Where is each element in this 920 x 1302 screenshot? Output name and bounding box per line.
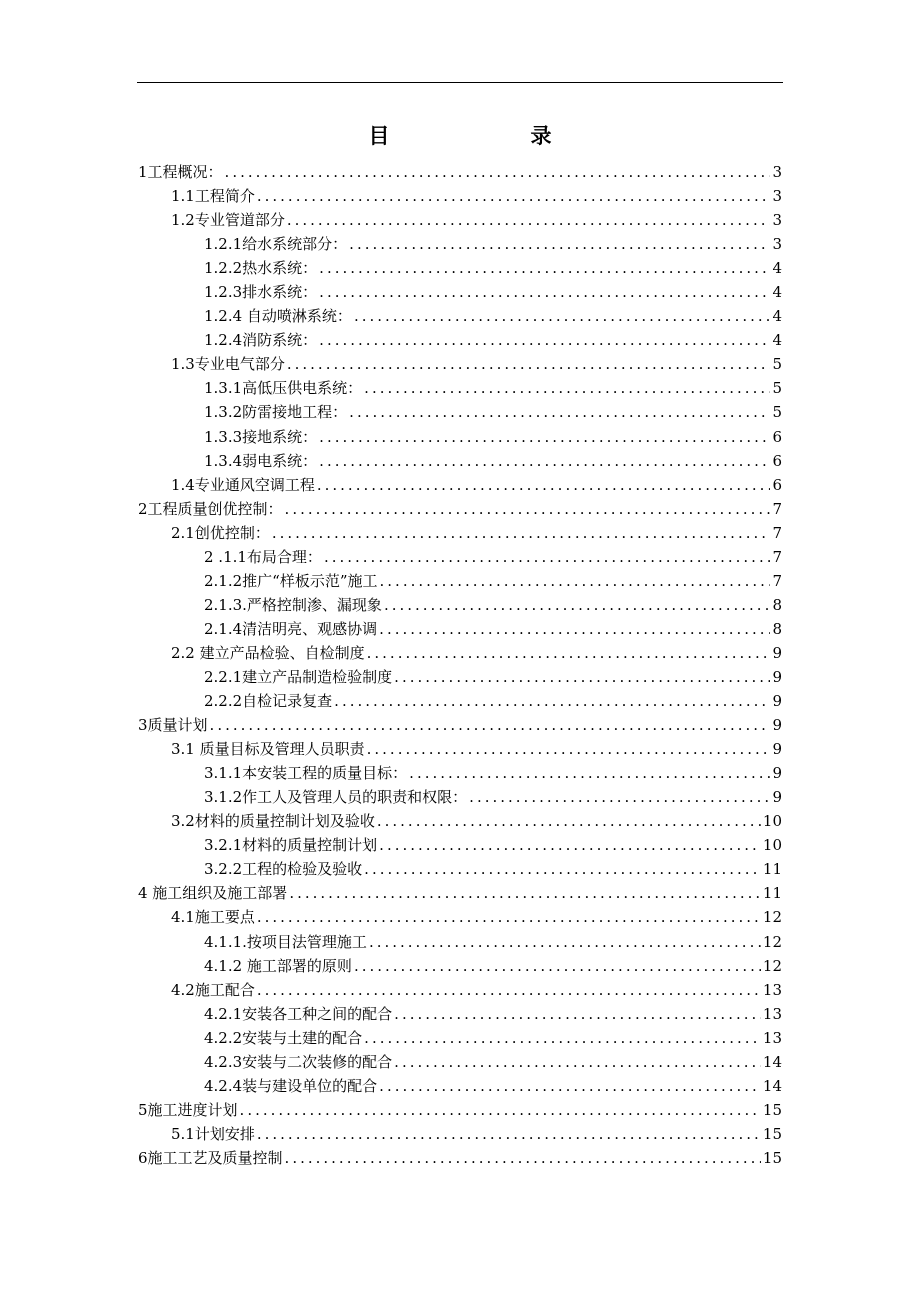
toc-entry-label: 3.1.1本安装工程的质量目标： — [204, 764, 408, 783]
toc-entry-page: 11 — [762, 884, 782, 903]
toc-entry[interactable] — [138, 1146, 782, 1170]
toc-dot-leader — [285, 1146, 761, 1170]
toc-entry-page: 13 — [762, 1004, 782, 1023]
toc-entry-page: 4 — [772, 307, 782, 326]
toc-dot-leader — [317, 473, 771, 497]
toc-dot-leader — [394, 1002, 761, 1026]
toc-entry-page: 9 — [772, 764, 782, 783]
toc-entry-label: 2工程质量创优控制： — [138, 499, 283, 518]
toc-entry-label: 4.2.4装与建设单位的配合 — [204, 1076, 378, 1095]
toc-entry-label: 1.2.4消防系统： — [204, 331, 318, 350]
toc-entry-page: 4 — [772, 331, 782, 350]
toc-entry-label: 4.1.1.按项目法管理施工 — [204, 932, 367, 951]
toc-entry[interactable] — [138, 881, 782, 905]
toc-entry-page: 5 — [772, 379, 782, 398]
toc-entry[interactable] — [138, 545, 782, 569]
toc-dot-leader — [319, 449, 770, 473]
toc-entry-page: 6 — [772, 475, 782, 494]
toc-entry-label: 4.2.1安装各工种之间的配合 — [204, 1004, 393, 1023]
toc-entry-page: 7 — [772, 523, 782, 542]
toc-dot-leader — [364, 857, 761, 881]
toc-dot-leader — [364, 1026, 761, 1050]
toc-dot-leader — [377, 809, 761, 833]
toc-entry[interactable] — [138, 1122, 782, 1146]
toc-dot-leader — [384, 593, 771, 617]
toc-entry-label: 1.2.2热水系统： — [204, 259, 318, 278]
toc-dot-leader — [469, 785, 770, 809]
toc-entry[interactable] — [138, 328, 782, 352]
toc-entry-page: 11 — [762, 860, 782, 879]
toc-dot-leader — [287, 352, 771, 376]
toc-dot-leader — [394, 665, 770, 689]
toc-entry[interactable] — [138, 905, 782, 929]
toc-dot-leader — [289, 881, 761, 905]
toc-entry-page: 12 — [762, 932, 782, 951]
toc-dot-leader — [287, 208, 771, 232]
toc-entry-page: 12 — [762, 908, 782, 927]
toc-entry-page: 14 — [762, 1076, 782, 1095]
toc-entry-page: 7 — [772, 499, 782, 518]
toc-dot-leader — [210, 713, 771, 737]
toc-entry-page: 9 — [772, 667, 782, 686]
toc-dot-leader — [257, 1122, 761, 1146]
toc-entry[interactable] — [138, 569, 782, 593]
toc-entry-label: 1.3.2防雷接地工程： — [204, 403, 348, 422]
toc-dot-leader — [379, 617, 770, 641]
toc-dot-leader — [324, 545, 771, 569]
toc-entry-label: 1.2专业管道部分 — [171, 211, 285, 230]
toc-entry-label: 2.2.1建立产品制造检验制度 — [204, 667, 393, 686]
toc-entry[interactable] — [138, 521, 782, 545]
toc-title: 目 录 — [368, 124, 612, 148]
toc-entry-page: 3 — [772, 187, 782, 206]
toc-entry-page: 15 — [762, 1148, 782, 1167]
toc-dot-leader — [225, 160, 771, 184]
toc-entry-label: 1.2.1给水系统部分： — [204, 235, 348, 254]
toc-entry[interactable] — [138, 497, 782, 521]
toc-entry-page: 9 — [772, 740, 782, 759]
toc-entry-label: 1.3.3接地系统： — [204, 427, 318, 446]
toc-entry-label: 2.2.2自检记录复查 — [204, 692, 333, 711]
toc-entry-page: 9 — [772, 692, 782, 711]
toc-entry-page: 9 — [772, 643, 782, 662]
toc-entry-label: 3.2材料的质量控制计划及验收 — [171, 812, 375, 831]
toc-dot-leader — [285, 497, 771, 521]
toc-entry-page: 8 — [772, 619, 782, 638]
toc-dot-leader — [369, 930, 761, 954]
toc-entry[interactable] — [138, 256, 782, 280]
toc-entry-label: 4.1.2 施工部署的原则 — [204, 956, 352, 975]
toc-entry-label: 3.1 质量目标及管理人员职责 — [171, 740, 365, 759]
toc-dot-leader — [319, 256, 770, 280]
toc-dot-leader — [409, 761, 770, 785]
toc-dot-leader — [354, 954, 761, 978]
toc-entry-page: 5 — [772, 355, 782, 374]
toc-entry[interactable] — [138, 160, 782, 184]
toc-entry-page: 6 — [772, 451, 782, 470]
toc-entry-label: 1工程概况： — [138, 163, 223, 181]
toc-entry-label: 2.1.2推广“样板示范”施工 — [204, 571, 378, 590]
toc-entry[interactable] — [138, 473, 782, 497]
toc-entry-page: 7 — [772, 547, 782, 566]
toc-entry-label: 1.3.1高低压供电系统： — [204, 379, 363, 398]
toc-entry[interactable] — [138, 593, 782, 617]
toc-entry-page: 13 — [762, 980, 782, 999]
toc-entry-label: 5.1计划安排 — [171, 1124, 255, 1143]
toc-entry-page: 3 — [772, 235, 782, 254]
toc-entry-page: 9 — [772, 788, 782, 807]
toc-entry[interactable] — [138, 930, 782, 954]
toc-entry[interactable] — [138, 954, 782, 978]
toc-entry-page: 3 — [772, 211, 782, 230]
toc-entry[interactable] — [138, 232, 782, 256]
table-of-contents — [138, 160, 782, 1170]
toc-entry-page: 10 — [762, 812, 782, 831]
toc-entry-page: 7 — [772, 571, 782, 590]
toc-entry[interactable] — [138, 857, 782, 881]
toc-entry-page: 8 — [772, 595, 782, 614]
toc-entry-label: 3.2.2工程的检验及验收 — [204, 860, 363, 879]
toc-entry-label: 1.3专业电气部分 — [171, 355, 285, 374]
toc-entry[interactable] — [138, 184, 782, 208]
toc-entry-label: 1.1工程简介 — [171, 187, 255, 206]
toc-entry[interactable] — [138, 1074, 782, 1098]
toc-entry-page: 9 — [772, 716, 782, 735]
toc-entry[interactable] — [138, 352, 782, 376]
toc-dot-leader — [367, 641, 771, 665]
toc-entry-label: 4 施工组织及施工部署 — [138, 884, 288, 903]
toc-entry-label: 5施工进度计划 — [138, 1100, 238, 1119]
toc-dot-leader — [349, 232, 770, 256]
toc-entry-label: 4.2.2安装与土建的配合 — [204, 1028, 363, 1047]
toc-dot-leader — [272, 521, 771, 545]
toc-entry[interactable] — [138, 449, 782, 473]
header-rule — [137, 82, 783, 83]
toc-entry-label: 2.2 建立产品检验、自检制度 — [171, 643, 365, 662]
toc-entry-page: 13 — [762, 1028, 782, 1047]
toc-dot-leader — [319, 328, 770, 352]
toc-entry-label: 2.1创优控制： — [171, 523, 270, 542]
toc-dot-leader — [354, 304, 771, 328]
toc-entry[interactable] — [138, 833, 782, 857]
toc-entry-label: 1.4专业通风空调工程 — [171, 475, 315, 494]
toc-entry[interactable] — [138, 641, 782, 665]
toc-entry[interactable] — [138, 280, 782, 304]
toc-entry-label: 6施工工艺及质量控制 — [138, 1148, 283, 1167]
toc-dot-leader — [379, 1074, 761, 1098]
toc-entry-page: 4 — [772, 259, 782, 278]
toc-dot-leader — [379, 833, 761, 857]
toc-entry[interactable] — [138, 1002, 782, 1026]
toc-entry-label: 2.1.4清洁明亮、观感协调 — [204, 619, 378, 638]
toc-entry-page: 15 — [762, 1124, 782, 1143]
toc-dot-leader — [257, 905, 761, 929]
toc-entry-page: 5 — [772, 403, 782, 422]
toc-entry[interactable] — [138, 376, 782, 400]
toc-entry-label: 4.1施工要点 — [171, 908, 255, 927]
toc-entry-label: 4.2.3安装与二次装修的配合 — [204, 1052, 393, 1071]
toc-dot-leader — [380, 569, 771, 593]
toc-entry[interactable] — [138, 689, 782, 713]
toc-entry[interactable] — [138, 761, 782, 785]
toc-entry[interactable] — [138, 785, 782, 809]
toc-entry[interactable] — [138, 1026, 782, 1050]
toc-dot-leader — [319, 280, 770, 304]
toc-dot-leader — [364, 376, 770, 400]
toc-entry[interactable] — [138, 1098, 782, 1122]
toc-entry-label: 1.2.3排水系统： — [204, 283, 318, 302]
toc-entry-page: 10 — [762, 836, 782, 855]
toc-entry[interactable] — [138, 208, 782, 232]
toc-entry[interactable] — [138, 304, 782, 328]
toc-entry-page: 14 — [762, 1052, 782, 1071]
toc-dot-leader — [349, 400, 770, 424]
toc-entry-page: 4 — [772, 283, 782, 302]
toc-entry[interactable] — [138, 1050, 782, 1074]
toc-entry[interactable] — [138, 737, 782, 761]
toc-entry-label: 3.2.1材料的质量控制计划 — [204, 836, 378, 855]
toc-dot-leader — [334, 689, 770, 713]
toc-entry-label: 2 .1.1布局合理： — [204, 547, 322, 566]
toc-entry[interactable] — [138, 400, 782, 424]
toc-entry-page: 12 — [762, 956, 782, 975]
toc-dot-leader — [257, 184, 771, 208]
toc-dot-leader — [367, 737, 771, 761]
toc-entry-label: 4.2施工配合 — [171, 980, 255, 999]
toc-dot-leader — [257, 978, 761, 1002]
toc-entry[interactable] — [138, 713, 782, 737]
toc-entry-page: 15 — [762, 1100, 782, 1119]
toc-dot-leader — [394, 1050, 761, 1074]
toc-entry-label: 1.2.4 自动喷淋系统： — [204, 307, 352, 326]
toc-entry-label: 2.1.3.严格控制渗、漏现象 — [204, 595, 382, 614]
toc-dot-leader — [319, 425, 770, 449]
toc-entry[interactable] — [138, 617, 782, 641]
toc-entry[interactable] — [138, 978, 782, 1002]
toc-entry[interactable] — [138, 809, 782, 833]
toc-dot-leader — [240, 1098, 761, 1122]
toc-entry-label: 3质量计划 — [138, 716, 208, 735]
toc-entry[interactable] — [138, 425, 782, 449]
toc-entry-page: 6 — [772, 427, 782, 446]
toc-entry[interactable] — [138, 665, 782, 689]
toc-entry-page: 3 — [772, 163, 782, 181]
toc-entry-label: 3.1.2作工人及管理人员的职责和权限： — [204, 788, 468, 807]
toc-entry-label: 1.3.4弱电系统： — [204, 451, 318, 470]
